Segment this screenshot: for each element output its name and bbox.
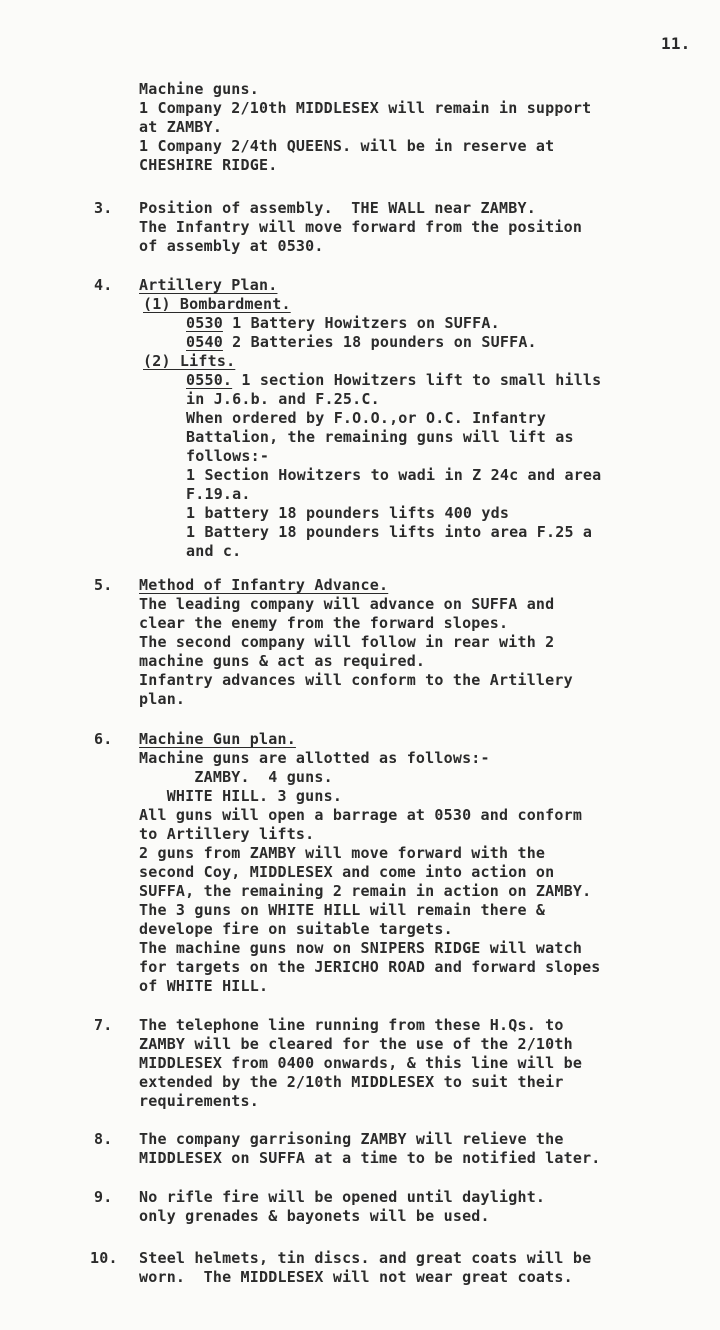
- text-line: F.19.a.: [186, 485, 251, 503]
- text-line: When ordered by F.O.O.,or O.C. Infantry: [186, 409, 546, 427]
- text-line: and c.: [186, 542, 242, 560]
- text-line: Steel helmets, tin discs. and great coats will be: [139, 1249, 592, 1267]
- text-line: in J.6.b. and F.25.C.: [186, 390, 380, 408]
- text-line: develope fire on suitable targets.: [139, 920, 453, 938]
- section-6: [139, 730, 601, 996]
- text-line: requirements.: [139, 1092, 259, 1110]
- text-line: 1 Company 2/10th MIDDLESEX will remain in support: [139, 99, 592, 117]
- text-line: second Coy, MIDDLESEX and come into action on: [139, 863, 555, 881]
- section-7-number: 7.: [94, 1016, 113, 1034]
- text-line: MIDDLESEX from 0400 onwards, & this line will be: [139, 1054, 583, 1072]
- text-line: follows:-: [186, 447, 270, 465]
- text-line: 1 battery 18 pounders lifts 400 yds: [186, 504, 510, 522]
- text-line: The second company will follow in rear with 2: [139, 633, 555, 651]
- text-line: 1 Section Howitzers to wadi in Z 24c and area: [186, 466, 602, 484]
- text-line: to Artillery lifts.: [139, 825, 315, 843]
- text-line: The machine guns now on SNIPERS RIDGE will watch: [139, 939, 583, 957]
- lift-text: 1 section Howitzers lift to small hills: [232, 371, 602, 389]
- bombardment-text: 1 Battery Howitzers on SUFFA.: [222, 314, 500, 332]
- text-line: extended by the 2/10th MIDDLESEX to suit their: [139, 1073, 564, 1091]
- text-line: Machine guns.: [139, 80, 259, 98]
- text-line: Machine guns are allotted as follows:-: [139, 749, 490, 767]
- text-line: Battalion, the remaining guns will lift as: [186, 428, 574, 446]
- bombardment-text: 2 Batteries 18 pounders on SUFFA.: [222, 333, 537, 351]
- text-line: for targets on the JERICHO ROAD and forward slopes: [139, 958, 601, 976]
- text-line: of WHITE HILL.: [139, 977, 269, 995]
- intro-block: [139, 80, 591, 175]
- text-line: MIDDLESEX on SUFFA at a time to be notified later.: [139, 1149, 601, 1167]
- bombardment-time: 0530: [186, 314, 223, 332]
- bombardment-time: 0540: [186, 333, 223, 351]
- bombardment-heading: (1) Bombardment.: [143, 295, 291, 313]
- section-4: [139, 276, 601, 561]
- text-line: ZAMBY. 4 guns.: [139, 768, 333, 786]
- section-10: [139, 1249, 591, 1287]
- section-9-number: 9.: [94, 1188, 113, 1206]
- section-6-title: Machine Gun plan.: [139, 730, 296, 748]
- text-line: The 3 guns on WHITE HILL will remain there &: [139, 901, 546, 919]
- text-line: of assembly at 0530.: [139, 237, 324, 255]
- text-line: ZAMBY will be cleared for the use of the 2/10th: [139, 1035, 573, 1053]
- section-7: [139, 1016, 582, 1111]
- text-line: SUFFA, the remaining 2 remain in action on ZAMBY.: [139, 882, 592, 900]
- section-8: [139, 1130, 601, 1168]
- text-line: The leading company will advance on SUFFA and: [139, 595, 555, 613]
- text-line: No rifle fire will be opened until daylight.: [139, 1188, 546, 1206]
- text-line: CHESHIRE RIDGE.: [139, 156, 278, 174]
- text-line: The Infantry will move forward from the position: [139, 218, 583, 236]
- section-4-title: Artillery Plan.: [139, 276, 278, 294]
- text-line: Position of assembly. THE WALL near ZAMBY.: [139, 199, 536, 217]
- section-5-number: 5.: [94, 576, 113, 594]
- text-line: plan.: [139, 690, 186, 708]
- section-4-number: 4.: [94, 276, 113, 294]
- section-5-title: Method of Infantry Advance.: [139, 576, 389, 594]
- text-line: All guns will open a barrage at 0530 and conform: [139, 806, 583, 824]
- text-line: worn. The MIDDLESEX will not wear great coats.: [139, 1268, 573, 1286]
- section-9: [139, 1188, 545, 1226]
- text-line: The company garrisoning ZAMBY will relieve the: [139, 1130, 564, 1148]
- text-line: clear the enemy from the forward slopes.: [139, 614, 509, 632]
- text-line: Infantry advances will conform to the Artillery: [139, 671, 573, 689]
- text-line: 1 Battery 18 pounders lifts into area F.25 a: [186, 523, 593, 541]
- page-number: 11.: [661, 34, 691, 53]
- text-line: 1 Company 2/4th QUEENS. will be in reserve at: [139, 137, 555, 155]
- section-8-number: 8.: [94, 1130, 113, 1148]
- text-line: 2 guns from ZAMBY will move forward with the: [139, 844, 546, 862]
- text-line: The telephone line running from these H.Qs. to: [139, 1016, 564, 1034]
- lift-time: 0550.: [186, 371, 233, 389]
- text-line: only grenades & bayonets will be used.: [139, 1207, 490, 1225]
- text-line: machine guns & act as required.: [139, 652, 426, 670]
- section-5: [139, 576, 573, 709]
- section-3: [139, 199, 582, 256]
- text-line: at ZAMBY.: [139, 118, 223, 136]
- section-10-number: 10.: [90, 1249, 118, 1267]
- lifts-heading: (2) Lifts.: [143, 352, 236, 370]
- text-line: WHITE HILL. 3 guns.: [139, 787, 343, 805]
- section-3-number: 3.: [94, 199, 113, 217]
- section-6-number: 6.: [94, 730, 113, 748]
